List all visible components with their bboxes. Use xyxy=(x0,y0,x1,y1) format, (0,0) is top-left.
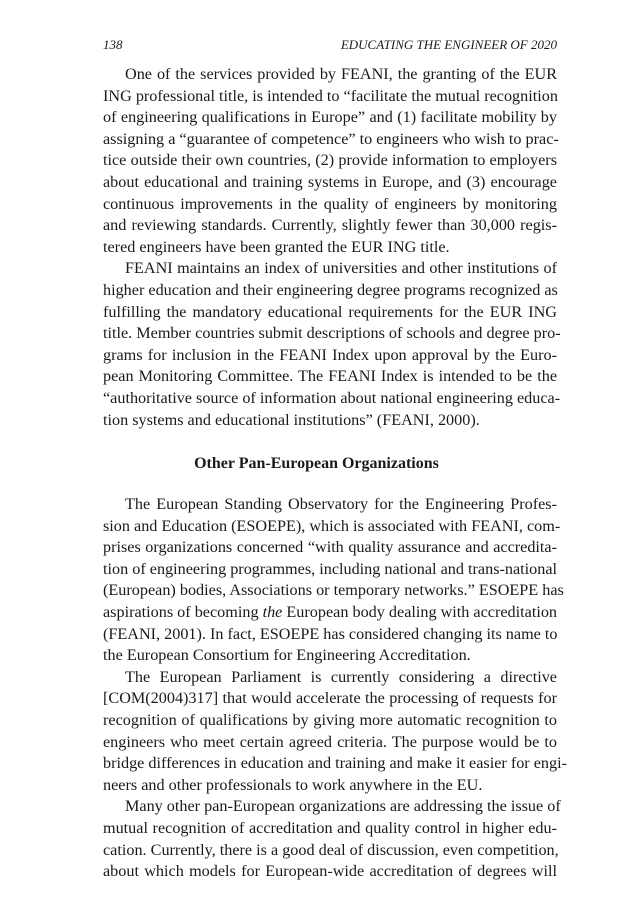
text-line: (FEANI, 2001). In fact, ESOEPE has considered changing its name to xyxy=(103,624,558,643)
paragraph xyxy=(103,258,561,431)
paragraph xyxy=(103,796,561,882)
text-line: tion systems and educational institutions” (FEANI, 2000). xyxy=(103,410,480,429)
section-heading: Other Pan-European Organizations xyxy=(194,455,439,472)
text-line: tered engineers have been granted the EUR ING title. xyxy=(103,237,450,256)
text-line: sion and Education (ESOEPE), which is associated with FEANI, com- xyxy=(103,516,561,535)
page-number: 138 xyxy=(103,37,123,52)
text-line: bridge differences in education and training and make it easier for engi- xyxy=(103,754,568,773)
body-text-section xyxy=(103,494,568,883)
text-line: about which models for European-wide accreditation of degrees will xyxy=(103,862,557,881)
text-line: neers and other professionals to work anywhere in the EU. xyxy=(103,775,483,794)
text-line: fulfilling the mandatory educational requirements for the EUR ING xyxy=(103,302,557,321)
text-line: The European Standing Observatory for the Engineering Profes- xyxy=(125,495,557,513)
running-title: EDUCATING THE ENGINEER OF 2020 xyxy=(340,37,557,52)
text-line: FEANI maintains an index of universities and other institutions of xyxy=(125,259,557,278)
paragraph xyxy=(103,667,568,797)
paragraph xyxy=(103,64,557,258)
text-line: prises organizations concerned “with quality assurance and accredita- xyxy=(103,538,557,557)
text-line: mutual recognition of accreditation and quality control in higher edu- xyxy=(103,818,557,837)
text-line: ING professional title, is intended to “facilitate the mutual recognition xyxy=(103,86,558,105)
text-line: continuous improvements in the quality of engineers by monitoring xyxy=(103,194,557,213)
text-line: of engineering qualifications in Europe” and (1) facilitate mobility by xyxy=(103,108,557,127)
text-line: and reviewing standards. Currently, slightly fewer than 30,000 regis- xyxy=(103,216,557,235)
emphasis: the xyxy=(262,602,283,621)
text-line: assigning a “guarantee of competence” to engineers who wish to prac- xyxy=(103,129,559,148)
text-line: recognition of qualifications by giving more automatic recognition to xyxy=(103,710,557,729)
text-line: [COM(2004)317] that would accelerate the processing of requests for xyxy=(103,689,557,708)
text-line: the European Consortium for Engineering Accreditation. xyxy=(103,646,471,665)
text-line: The European Parliament is currently considering a directive xyxy=(125,667,557,686)
text-line: aspirations of becoming the European body dealing with accreditation xyxy=(103,602,558,621)
text-line: (European) bodies, Associations or temporary networks.” ESOEPE has xyxy=(103,581,564,600)
text-line: cation. Currently, there is a good deal of discussion, even competition, xyxy=(103,840,559,859)
text-line: title. Member countries submit descriptions of schools and degree pro- xyxy=(103,324,561,343)
text-line: grams for inclusion in the FEANI Index upon approval by the Euro- xyxy=(103,345,557,364)
body-text-top xyxy=(103,64,561,431)
paragraph xyxy=(103,494,564,667)
text-line: tice outside their own countries, (2) provide information to employers xyxy=(103,151,557,170)
text-line: higher education and their engineering degree programs recognized as xyxy=(103,280,558,299)
text-line: “authoritative source of information about national engineering educa- xyxy=(103,388,561,407)
text-line: about educational and training systems in Europe, and (3) encourage xyxy=(103,172,557,191)
text-line: engineers who meet certain agreed criteria. The purpose would be to xyxy=(103,732,557,751)
text-line: One of the services provided by FEANI, the granting of the EUR xyxy=(125,65,557,83)
text-line: pean Monitoring Committee. The FEANI Index is intended to be the xyxy=(103,367,557,386)
text-line: Many other pan-European organizations are addressing the issue of xyxy=(125,797,561,816)
text-line: tion of engineering programmes, including national and trans-national xyxy=(103,559,558,578)
